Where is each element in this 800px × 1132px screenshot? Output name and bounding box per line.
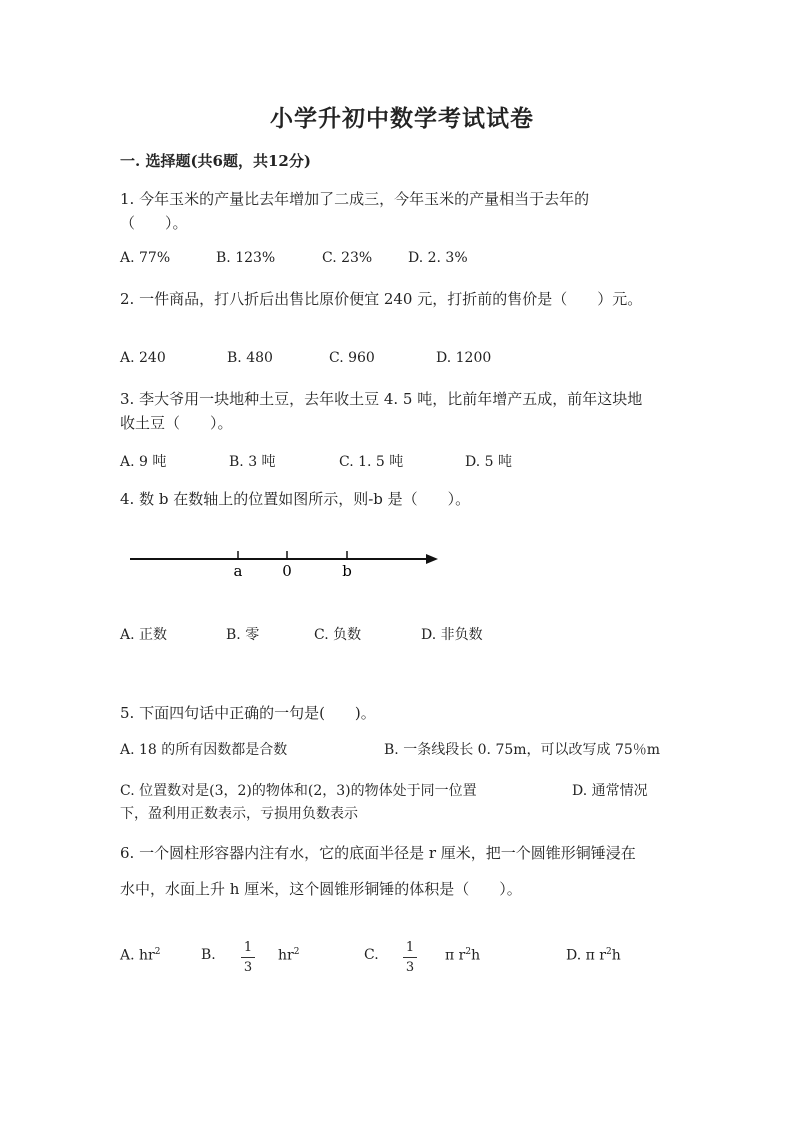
question-6-option-b-fraction: 1 3 bbox=[241, 940, 255, 975]
question-6-line-2: 水中，水面上升 h 厘米，这个圆锥形铜锤的体积是（ ）。 bbox=[120, 880, 522, 898]
number-line-arrow bbox=[426, 554, 438, 564]
question-2-option-a: A. 240 bbox=[120, 350, 166, 366]
section-heading: 一. 选择题(共6题，共12分) bbox=[120, 152, 311, 170]
question-1-line-1: 1. 今年玉米的产量比去年增加了二成三，今年玉米的产量相当于去年的 bbox=[120, 190, 590, 208]
question-6-option-c-expression: π $r^2h$ bbox=[445, 947, 481, 964]
question-3-line-2: 收土豆（ ）。 bbox=[120, 414, 233, 432]
question-4-option-b: B. 零 bbox=[226, 627, 260, 643]
question-4-line-1: 4. 数 b 在数轴上的位置如图所示，则-b 是（ ）。 bbox=[120, 490, 471, 508]
question-5-option-b: B. 一条线段长 0. 75m，可以改写成 75％m bbox=[384, 742, 661, 758]
question-5-option-c: C. 位置数对是(3，2)的物体和(2，3)的物体处于同一位置 bbox=[120, 783, 477, 799]
question-1-option-d: D. 2. 3% bbox=[408, 250, 468, 266]
question-5-line-1: 5. 下面四句话中正确的一句是( )。 bbox=[120, 704, 376, 722]
question-5-option-d: D. 通常情况 bbox=[572, 783, 648, 799]
question-5-option-d-continued: 下，盈利用正数表示，亏损用负数表示 bbox=[120, 806, 358, 822]
question-6-option-a: A. $hr^2$ bbox=[120, 947, 161, 964]
question-3-option-d: D. 5 吨 bbox=[465, 454, 512, 470]
question-2-option-b: B. 480 bbox=[227, 350, 273, 366]
question-3-option-a: A. 9 吨 bbox=[120, 454, 167, 470]
question-4-option-d: D. 非负数 bbox=[421, 627, 483, 643]
question-1-option-a: A. 77% bbox=[120, 250, 171, 266]
question-6-line-1: 6. 一个圆柱形容器内注有水，它的底面半径是 r 厘米，把一个圆锥形铜锤浸在 bbox=[120, 844, 636, 862]
question-4-option-a: A. 正数 bbox=[120, 627, 168, 643]
question-3-line-1: 3. 李大爷用一块地种土豆，去年收土豆 4. 5 吨，比前年增产五成，前年这块地 bbox=[120, 390, 643, 408]
question-6-option-b-expression: $hr^2$ bbox=[278, 947, 300, 964]
question-6-option-c-label: C. bbox=[364, 947, 379, 963]
question-2-line-1: 2. 一件商品，打八折后出售比原价便宜 240 元，打折前的售价是（ ）元。 bbox=[120, 290, 643, 308]
question-2-option-d: D. 1200 bbox=[436, 350, 492, 366]
tick-label-b: b bbox=[342, 562, 352, 580]
question-3-option-c: C. 1. 5 吨 bbox=[339, 454, 404, 470]
question-1-option-b: B. 123% bbox=[216, 250, 276, 266]
question-1-option-c: C. 23% bbox=[322, 250, 373, 266]
tick-label-a: a bbox=[233, 562, 243, 580]
question-6-option-d: D. π $r^2h$ bbox=[566, 947, 621, 964]
question-1-line-2: （ ）。 bbox=[120, 214, 188, 232]
question-6-option-c-fraction: 1 3 bbox=[403, 940, 417, 975]
question-6-option-b-label: B. bbox=[201, 947, 216, 963]
number-line bbox=[0, 540, 800, 585]
question-4-option-c: C. 负数 bbox=[314, 627, 362, 643]
question-2-option-c: C. 960 bbox=[329, 350, 375, 366]
question-3-option-b: B. 3 吨 bbox=[229, 454, 276, 470]
tick-label-0: 0 bbox=[282, 562, 292, 580]
question-5-option-a: A. 18 的所有因数都是合数 bbox=[120, 742, 288, 758]
page-title: 小学升初中数学考试试卷 bbox=[270, 105, 534, 132]
